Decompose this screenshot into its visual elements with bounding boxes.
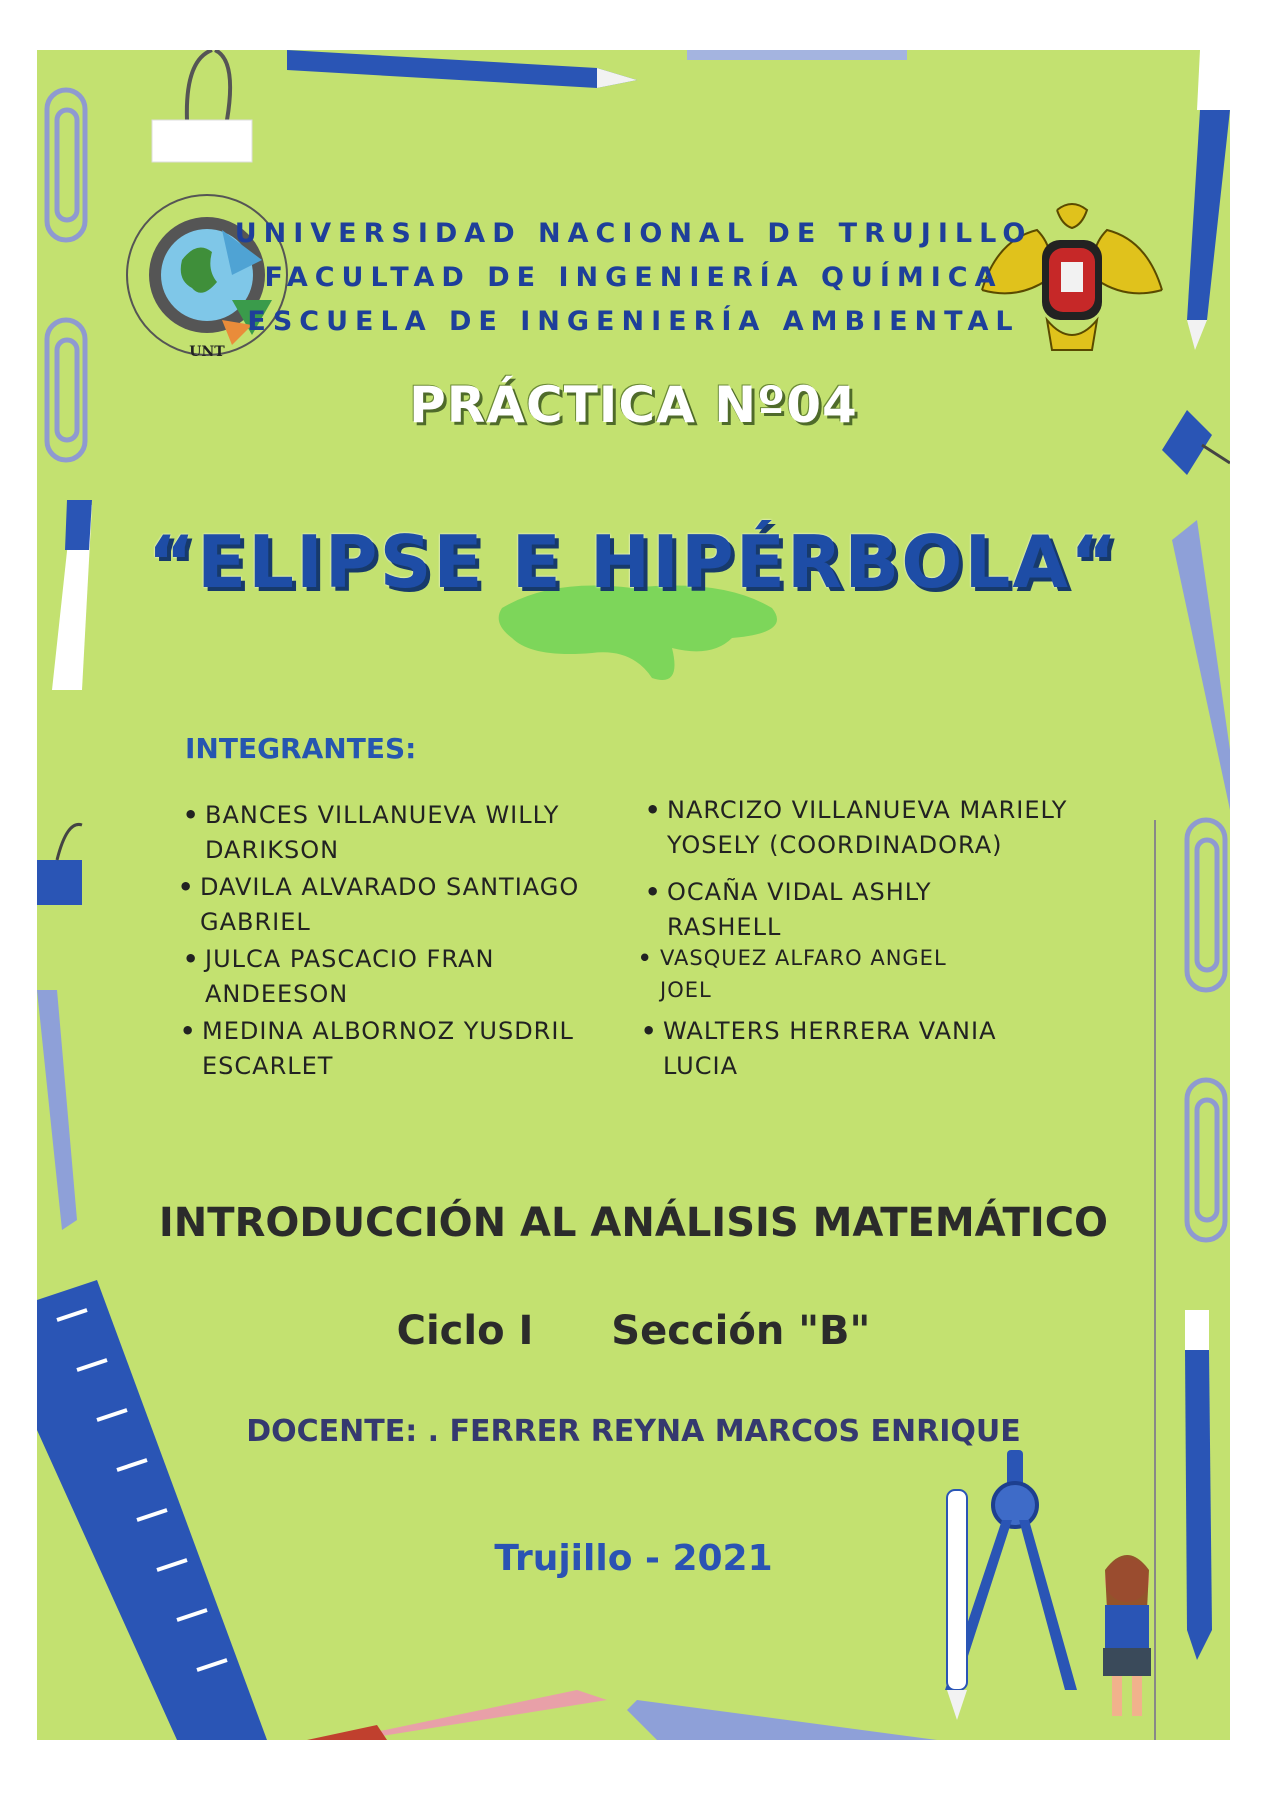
bullet: •	[641, 1017, 658, 1045]
member-name-line2: DARIKSON	[205, 836, 340, 864]
member-name-line1: MEDINA ALBORNOZ YUSDRIL	[202, 1017, 574, 1045]
bullet: •	[183, 945, 200, 973]
member-name-line1: DAVILA ALVARADO SANTIAGO	[200, 873, 580, 901]
member-item	[180, 1014, 574, 1084]
member-item	[183, 942, 495, 1012]
member-name-line1: WALTERS HERRERA VANIA	[663, 1017, 997, 1045]
pencil-icon	[307, 1690, 607, 1740]
pencil-icon	[1185, 1310, 1212, 1660]
bullet: •	[638, 946, 653, 970]
member-item	[641, 1014, 997, 1084]
paper-clip-icon	[1187, 820, 1225, 990]
member-name-line1: VASQUEZ ALFARO ANGEL	[660, 946, 947, 970]
member-item	[645, 793, 1068, 863]
member-name-line2: YOSELY (COORDINADORA)	[667, 831, 1003, 859]
student-girl-icon	[1103, 1555, 1151, 1716]
pencil-icon	[687, 50, 907, 60]
bullet: •	[180, 1017, 197, 1045]
bullet: •	[645, 796, 662, 824]
members-heading: INTEGRANTES:	[185, 732, 417, 765]
course-name: INTRODUCCIÓN AL ANÁLISIS MATEMÁTICO	[158, 1200, 1109, 1246]
compass-icon	[945, 1450, 1077, 1720]
member-name-line1: OCAÑA VIDAL ASHLY	[667, 878, 932, 906]
member-name-line2: ESCARLET	[202, 1052, 334, 1080]
cycle-section	[37, 1308, 1230, 1354]
member-item	[645, 875, 932, 945]
member-name-line2: LUCIA	[663, 1052, 738, 1080]
member-name-line2: JOEL	[660, 978, 712, 1002]
pencil-icon	[37, 990, 77, 1230]
document-title: “ELIPSE E HIPÉRBOLA“	[147, 520, 1120, 604]
teacher-name: DOCENTE: . FERRER REYNA MARCOS ENRIQUE	[246, 1414, 1021, 1449]
bullet: •	[645, 878, 662, 906]
binder-clip-icon	[37, 824, 82, 905]
bullet: •	[183, 801, 200, 829]
pencil-icon	[627, 1700, 937, 1740]
member-item	[183, 798, 560, 868]
cover-page	[37, 50, 1230, 1740]
member-item	[178, 870, 580, 940]
university-name: UNIVERSIDAD NACIONAL DE TRUJILLO	[234, 218, 1033, 249]
city-year: Trujillo - 2021	[494, 1538, 773, 1579]
school-name: ESCUELA DE INGENIERÍA AMBIENTAL	[247, 306, 1020, 337]
section-label: Sección "B"	[611, 1308, 871, 1354]
faculty-name: FACULTAD DE INGENIERÍA QUÍMICA	[264, 262, 1003, 293]
cycle-label: Ciclo I	[396, 1308, 534, 1354]
member-name-line2: GABRIEL	[200, 908, 311, 936]
member-name-line1: NARCIZO VILLANUEVA MARIELY	[667, 796, 1068, 824]
pencil-icon	[287, 50, 637, 88]
bullet: •	[178, 873, 195, 901]
member-item	[638, 942, 947, 1006]
member-name-line1: JULCA PASCACIO FRAN	[205, 945, 495, 973]
member-name-line2: ANDEESON	[205, 980, 349, 1008]
member-name-line1: BANCES VILLANUEVA WILLY	[205, 801, 560, 829]
pencil-icon	[1187, 50, 1230, 350]
seal-unt-label: UNT	[189, 344, 225, 360]
practice-number: PRÁCTICA Nº04	[409, 376, 858, 434]
member-name-line2: RASHELL	[667, 913, 782, 941]
binder-clip-icon	[152, 50, 252, 162]
